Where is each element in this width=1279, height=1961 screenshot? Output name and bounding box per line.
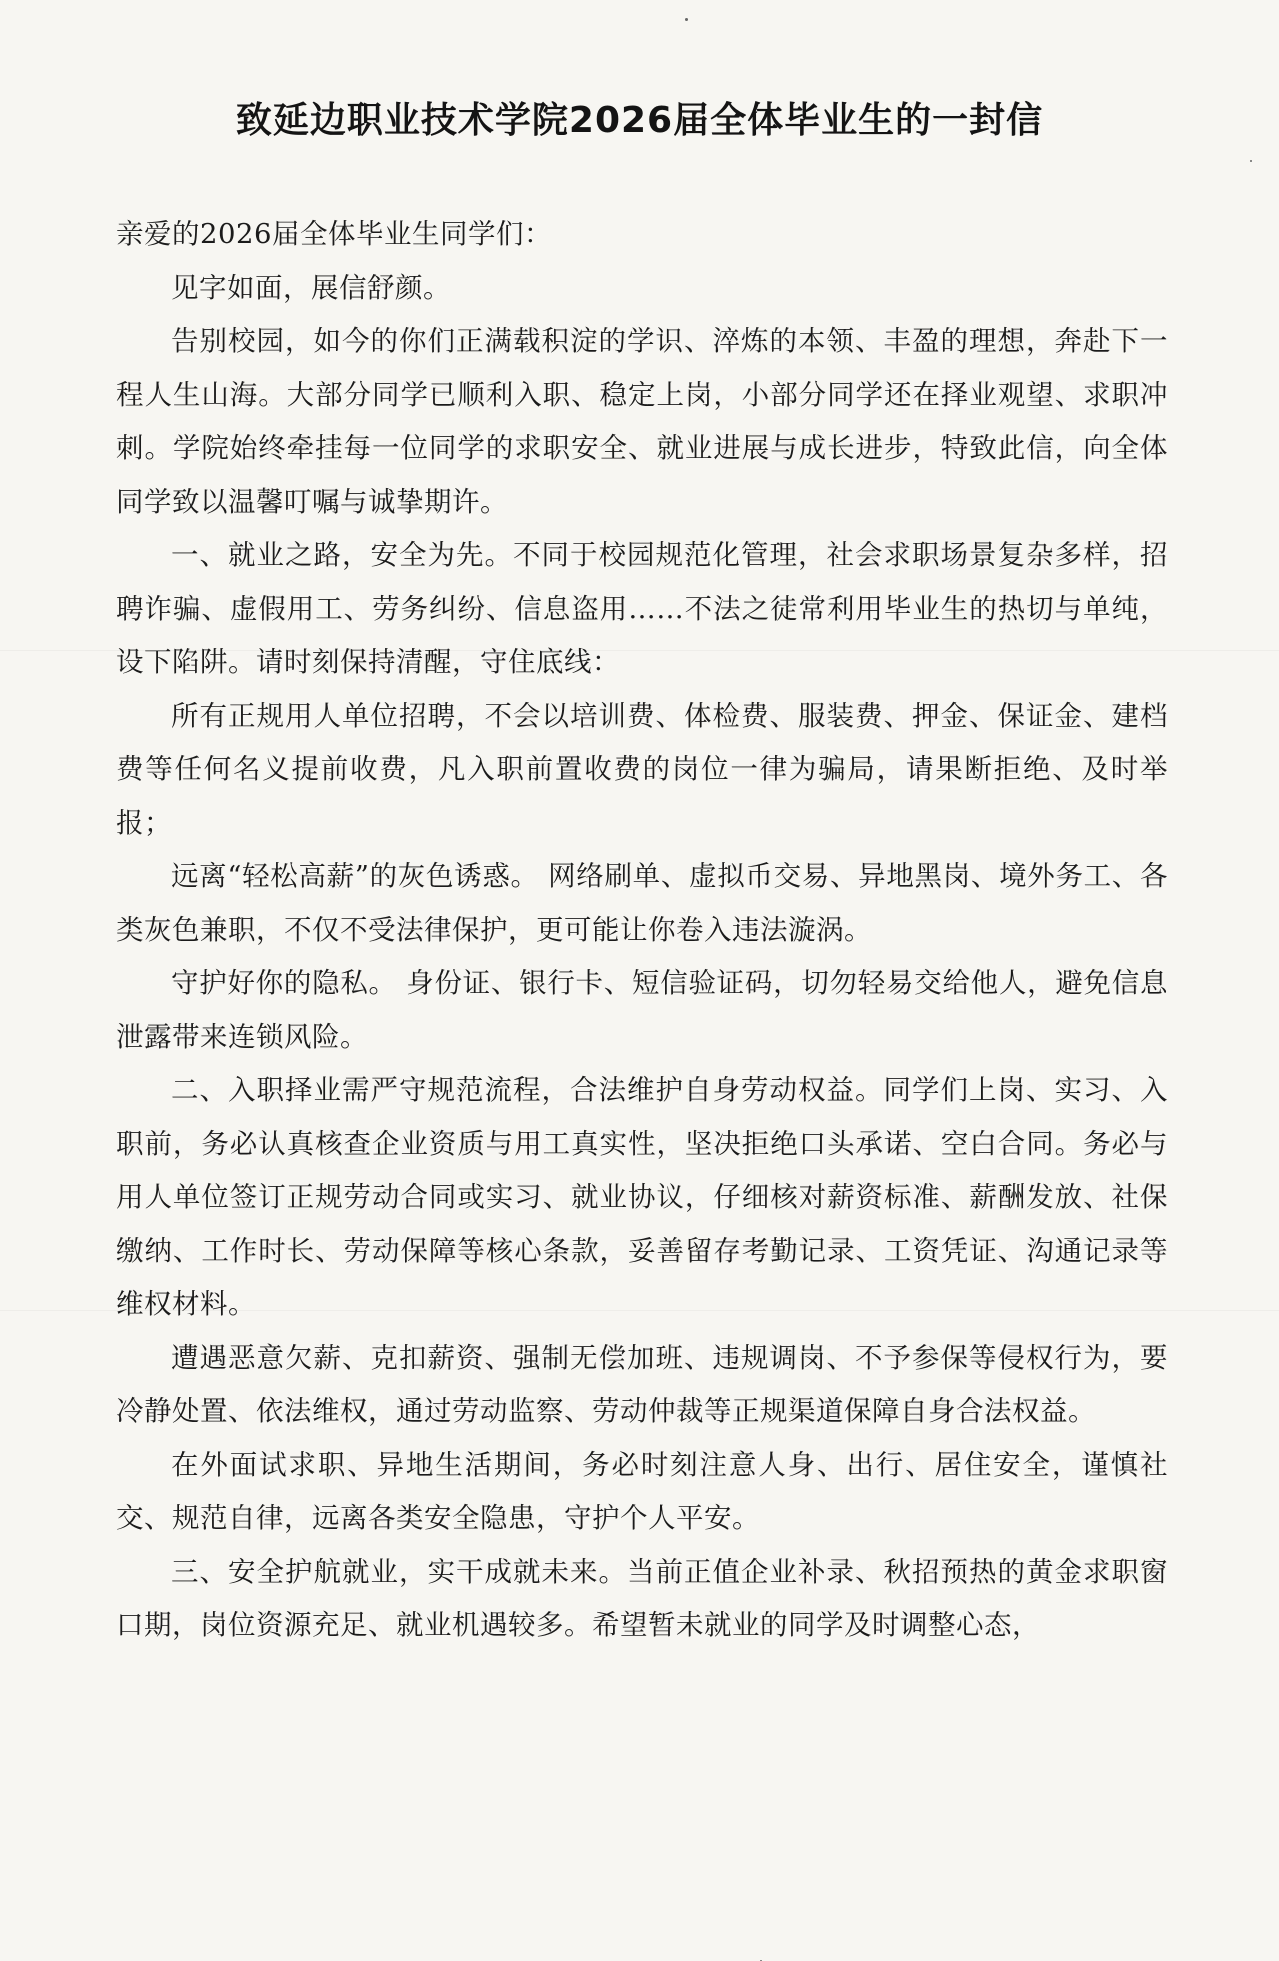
paragraph-greeting: 见字如面，展信舒颜。 [171,271,451,304]
paragraph-section-1: 一、就业之路，安全为先。不同于校园规范化管理，社会求职场景复杂多样，招聘诈骗、虚假用工、劳务纠纷、信息盗用……不法之徒常利用毕业生的热切与单纯，设下陷阱。请时刻保持清醒，守住底线： [116,539,1168,678]
paragraph-privacy: 守护好你的隐私。 身份证、银行卡、短信验证码，切勿轻易交给他人，避免信息泄露带来连锁风险。 [116,967,1168,1053]
scan-speck [685,18,688,21]
paragraph-intro: 告别校园，如今的你们正满载积淀的学识、淬炼的本领、丰盈的理想，奔赴下一程人生山海。大部分同学已顺利入职、稳定上岗，小部分同学还在择业观望、求职冲刺。学院始终牵挂每一位同学的求职安全、就业进展与成长进步，特致此信，向全体同学致以温馨叮嘱与诚挚期许。 [116,325,1168,518]
paragraph-section-3: 三、安全护航就业，实干成就未来。当前正值企业补录、秋招预热的黄金求职窗口期，岗位资源充足、就业机遇较多。希望暂未就业的同学及时调整心态， [116,1555,1168,1641]
letter-title: 致延边职业技术学院2026届全体毕业生的一封信 [235,100,1044,141]
scan-speck [1250,160,1252,162]
paragraph-rights: 遭遇恶意欠薪、克扣薪资、强制无偿加班、违规调岗、不予参保等侵权行为，要冷静处置、依法维权，通过劳动监察、劳动仲裁等正规渠道保障自身合法权益。 [116,1341,1168,1427]
paragraph-grey-temptation: 远离“轻松高薪”的灰色诱惑。 网络刷单、虚拟币交易、异地黑岗、境外务工、各类灰色兼职，不仅不受法律保护，更可能让你卷入违法漩涡。 [116,860,1168,946]
paragraph-no-fees: 所有正规用人单位招聘，不会以培训费、体检费、服装费、押金、保证金、建档费等任何名义提前收费，凡入职前置收费的岗位一律为骗局，请果断拒绝、及时举报； [116,699,1168,839]
letter-body [116,208,1168,1653]
letter-salutation: 亲爱的2026届全体毕业生同学们： [116,218,552,250]
paragraph-personal-safety: 在外面试求职、异地生活期间，务必时刻注意人身、出行、居住安全，谨慎社交、规范自律，远离各类安全隐患，守护个人平安。 [116,1448,1168,1534]
paragraph-section-2: 二、入职择业需严守规范流程，合法维护自身劳动权益。同学们上岗、实习、入职前，务必认真核查企业资质与用工真实性，坚决拒绝口头承诺、空白合同。务必与用人单位签订正规劳动合同或实习、就业协议，仔细核对薪资标准、薪酬发放、社保缴纳、工作时长、劳动保障等核心条款，妥善留存考勤记录、工资凭证、沟通记录等维权材料。 [116,1074,1168,1320]
